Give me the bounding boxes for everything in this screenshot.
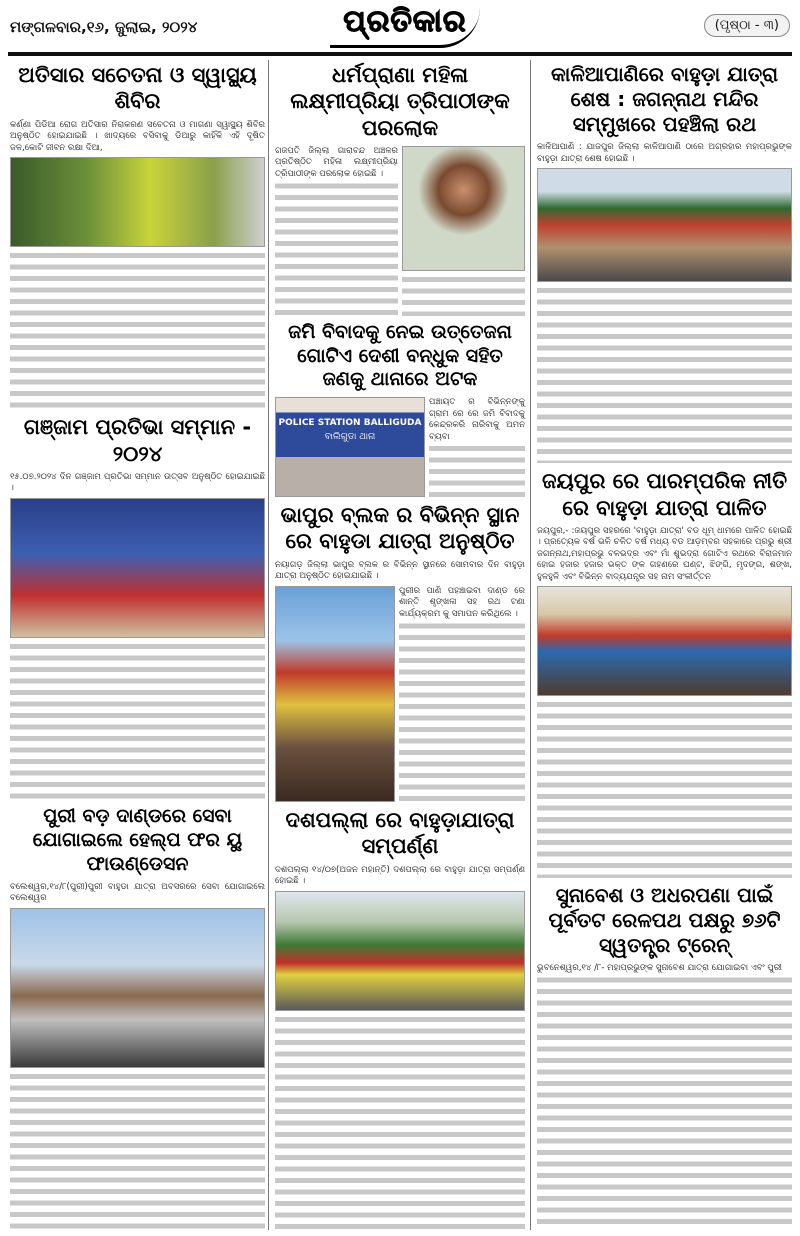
article-body xyxy=(537,699,792,877)
kaliapani-chariot-photo xyxy=(537,168,792,282)
health-camp-photo xyxy=(10,157,265,247)
headline-jeypore: ଜୟପୁର ରେ ପାରମ୍ପରିକ ନୀତି ରେ ବାହୁଡ଼ା ଯାତ୍ରା ପାଳିତ xyxy=(541,469,788,520)
article-body xyxy=(10,250,265,409)
headline-diarrhea-camp: ଅତିସାର ସଚେତନା ଓ ସ୍ୱାସ୍ଥ୍ୟ ଶିବିର xyxy=(18,63,257,114)
article-body xyxy=(10,1071,265,1230)
volunteers-photo xyxy=(10,908,265,1068)
headline-obituary: ଧର୍ମପ୍ରାଣା ମହିଳା ଲକ୍ଷ୍ମୀପ୍ରିୟା ତ୍ରିପାଠୀଙ୍କ ପରଲୋକ xyxy=(290,63,510,140)
headline-kaliapani: କାଳିଆପାଣିରେ ବାହୁଡ଼ା ଯାତ୍ରା ଶେଷ : ଜଗନ୍ନାଥ ମନ୍ଦିର ସମ୍ମୁଖରେ ପହଞ୍ଚିଲା ରଥ xyxy=(550,62,778,136)
dashapalla-chariot-photo xyxy=(275,891,525,1011)
police-station-sign-odia: ବାଲିଗୁଡା ଥାନା xyxy=(324,432,376,442)
page-number: (ପୃଷ୍ଠା - ୩) xyxy=(704,14,790,37)
article-body: ଜୟପୁର,- :ଜୟପୁର ସହରରେ 'ବାହୁଡ଼ା ଯାତ୍ରା' ବଡ ଧୂମ୍ ଧାମରେ ପାଳିତ ହୋଇଛି । ପ୍ରତ୍ୟେକ ବର୍ଷ ଭଳି ଚଳିତ ବର୍ଷ ମଧ୍ୟ ବଡ ଆଡ଼ମ୍ବର ସହକାରେ ପ୍ରଭୁ ଶ୍ରୀ ଜଗନ୍ନାଥ,ମହାପ୍ରଭୁ ବଳଭଦ୍ର ଏବଂ ମାଁ ଶୁଭଦ୍ରା ଗୋଟିଏ ରଥରେ ବିରାଜମାନ ହୋଇ ହଜାର ହଜାର ଭକ୍ତ ଙ୍କ ଗହଣରେ ଘଣ୍ଟ, ଝିଙ୍ଗି, ମୃଦଙ୍ଗ, ଶଙ୍ଖ, ହୁଳହୁଳି ଏବଂ ବିଭିନ୍ନ ବାଦ୍ୟଯନ୍ତ୍ର ସହ ନାମ ସଂକୀର୍ତ୍ତନ xyxy=(537,525,792,582)
article-body xyxy=(275,1014,525,1231)
masthead-rule xyxy=(8,52,792,56)
headline-dashapalla: ଦଶପଲ୍ଲା ରେ ବାହୁଡ଼ାଯାତ୍ରା ସମ୍ପର୍ଣ୍ଣ xyxy=(285,808,515,859)
column-1 xyxy=(10,60,265,1230)
column-2 xyxy=(275,60,525,1230)
article-body: ଗଜପତି ଜିଲ୍ଲା ଗାରାବନ୍ଦ ଅଞ୍ଚଳର ପ୍ରତିଷ୍ଠିତ ମହିଳା ଲକ୍ଷ୍ମୀପ୍ରିୟା ତ୍ରିପାଠୀଙ୍କ ପରଲୋକ ହୋଇଛି । xyxy=(275,146,398,316)
chariot-photo xyxy=(275,586,395,803)
headline-help-for-you: ପୁରୀ ବଡ଼ ଦାଣ୍ଡରେ ସେବା ଯୋଗାଇଲେ ହେଲ୍ପ ଫର ୟୁ ଫାଉଣ୍ଡେସନ xyxy=(32,805,243,875)
issue-date: ମଙ୍ଗଳବାର,୧୬, ଜୁଲାଇ, ୨୦୨୪ xyxy=(10,18,198,36)
column-divider xyxy=(268,60,269,1230)
article-body: ୧୫.୦୭.୨୦୨୪ ଦିନ ଗଞ୍ଜାମ ପ୍ରତିଭା ସମ୍ମାନ ଉତ୍ସବ ଅନୁଷ୍ଠିତ ହୋଇଯାଇଛି । xyxy=(10,471,265,494)
headline-special-trains: ସୁନାବେଶ ଓ ଅଧରପଣା ପାଇଁ ପୂର୍ବତଟ ରେଳପଥ ପକ୍ଷରୁ ୭୬ଟି ସ୍ୱତନ୍ତ୍ର ଟ୍ରେନ୍ xyxy=(548,882,781,957)
column-divider xyxy=(530,60,531,1230)
award-ceremony-photo xyxy=(10,498,265,638)
headline-ganjam-pratibha: ଗଞ୍ଜାମ ପ୍ରତିଭା ସମ୍ମାନ - ୨୦୨୪ xyxy=(23,415,252,466)
headline-land-dispute: ଜମି ବିବାଦକୁ ନେଇ ଉତ୍ତେଜନା ଗୋଟିଏ ଦେଶୀ ବନ୍ଧୁକ ସହିତ ଜଣକୁ ଥାନାରେ ଅଟକ xyxy=(288,320,512,391)
column-3 xyxy=(537,60,792,1230)
headline-bhapur-bahuda: ଭାପୁର ବ୍ଲକ ର ବିଭିନ୍ନ ସ୍ଥାନ ରେ ବାହୁଡା ଯାତ୍ରା ଅନୁଷ୍ଠିତ xyxy=(280,503,520,554)
police-station-sign: POLICE STATION BALLIGUDA xyxy=(278,418,422,428)
article-body: ଦଶପଲ୍ଲା ୧୪/୦୭(ଅଜନ ମହାନ୍ତି) ଦଶପଲ୍ଲା ରେ ବାହୁଡ଼ା ଯାତ୍ରା ସମ୍ପର୍ଣ୍ଣ ହୋଇଛି । xyxy=(275,864,525,886)
article-body xyxy=(402,274,525,316)
article-body: ଭୁବନେଶ୍ୱର,୧୪ /୮- ମହାପ୍ରଭୁଙ୍କ ସୁନାବେଶ ଯାତ୍ରା ଯୋଗାଇବା ଏବଂ ପୁରୀ xyxy=(537,963,792,1230)
article-body: ପଞ୍ଚାୟତ ର ବିଭିନ୍ନଙ୍କୁ ଗ୍ରାମ ରେ ରେ ଜମି ବିବାଦକୁ କେନ୍ଦ୍ରକରି ନାରିବାକୁ ଅମନ ବ୍ୟବା xyxy=(429,397,525,497)
article-body: ପୁରୀର ପାଣି ପହଞ୍ଚାଇବା ଦାଣ୍ଡ ରେ ଶାନ୍ତି ଶୃଙ୍ଖଳା ସହ ରଥ ଟଣା କାର୍ଯ୍ୟକ୍ରମ କୁ ସମାପନ କରିଥିଲେ । xyxy=(399,586,525,803)
article-body xyxy=(10,641,265,800)
article-body xyxy=(537,285,792,463)
newspaper-logo: ପ୍ରତିକାର xyxy=(330,4,480,48)
article-body: କର୍ଣ୍ଣା ପିଡିଆ ରୋଗ ଅତିସାର ନିରାକରଣ ସଚେତନା ଓ ମାଗଣା ସ୍ୱାସ୍ଥ୍ୟ ଶିବିର ଅନୁଷ୍ଠିତ ହୋଇଯାଇଛି । ଖାଦ୍ୟରେ ବସିବାକୁ ଡିଆରୁ କାହିଁକି ଏହି ଦୂଷିତ ଜଳ,କୋଟି ଜୀବନ ରକ୍ଷା ଦିଆ, xyxy=(10,119,265,153)
article-body: ବଲେଶ୍ୱର,୧୪/୮(ପୁରୀ)ପୁରୀ ବାହୁଡା ଯାତ୍ରା ଅବସରରେ ସେବା ଯୋଗାଇଲେ ବଲେଶ୍ୱର xyxy=(10,881,265,904)
article-body: କାଳିଆପାଣି : ଯାଜପୁର ଜିଲ୍ଲା କାଳିଆପାଣି ଠାରେ ଅଗ୍ରହାର ମହାପ୍ରଭୁଙ୍କ ବାହୁଡ଼ା ଯାତ୍ରା ଶେଷ ହୋଇଛି । xyxy=(537,142,792,164)
article-body: ନୟାଗଡ଼ ଜିଲ୍ଲା ଭାପୁର ବ୍ଲକ ର ବିଭିନ୍ନ ସ୍ଥାନରେ ସୋମବାର ଦିନ ବାହୁଡ଼ା ଯାତ୍ରା ଅନୁଷ୍ଠିତ ହୋଇଯାଇଛି । xyxy=(275,559,525,581)
jeypore-crowd-photo xyxy=(537,586,792,696)
portrait-photo xyxy=(402,146,525,271)
police-station-photo xyxy=(275,397,425,497)
